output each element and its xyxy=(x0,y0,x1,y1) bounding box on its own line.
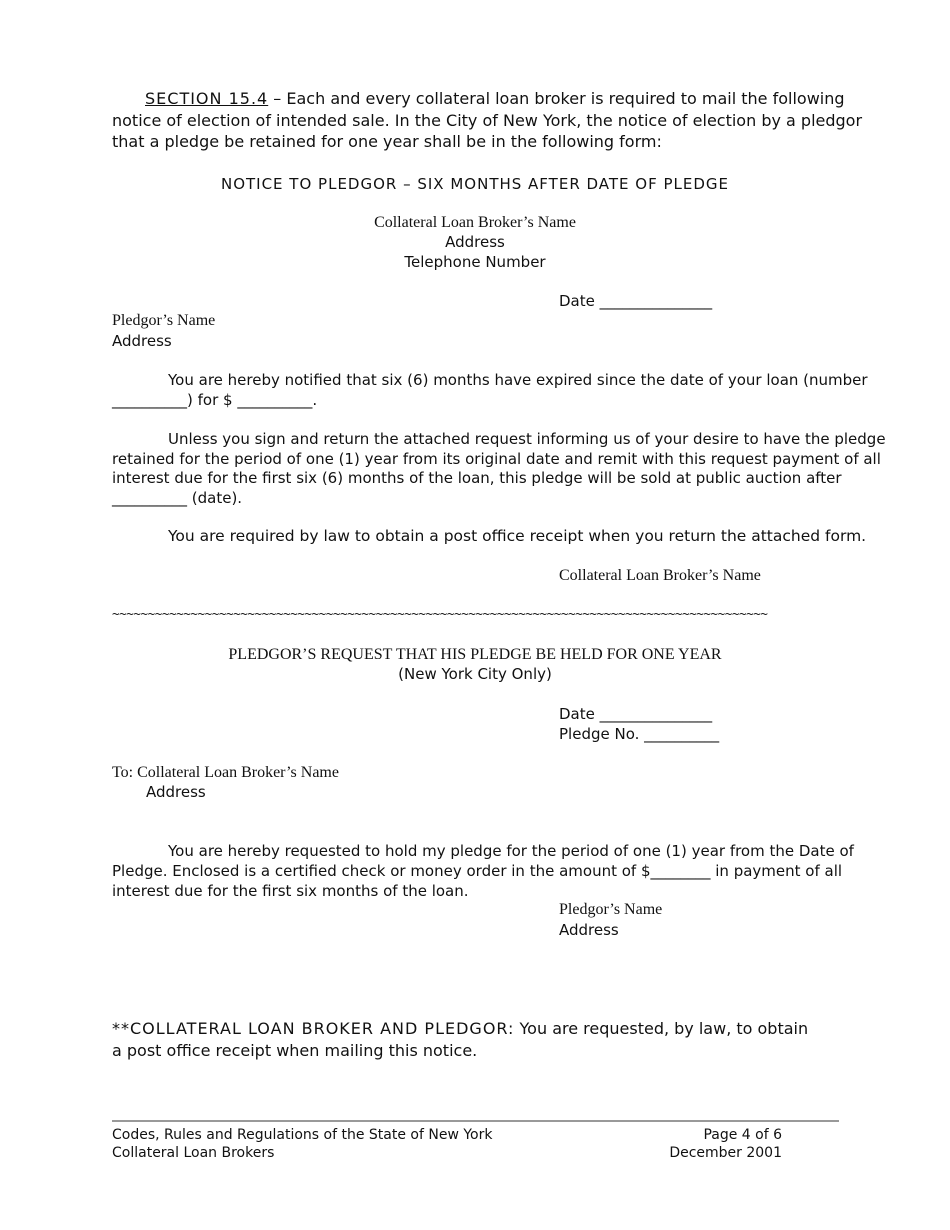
notice-broker-name: Collateral Loan Broker’s Name xyxy=(374,214,576,231)
note-label: **COLLATERAL LOAN BROKER AND PLEDGOR: xyxy=(112,1019,515,1038)
notice-paragraph-2-line-4: __________ (date). xyxy=(112,489,243,507)
note-text-1: You are requested, by law, to obtain xyxy=(514,1019,809,1038)
request-paragraph-line-2: Pledge. Enclosed is a certified check or money order in the amount of $________ in payment of all xyxy=(112,862,843,880)
request-pledgor-name: Pledgor’s Name xyxy=(559,901,663,918)
notice-heading: NOTICE TO PLEDGOR – SIX MONTHS AFTER DATE OF PLEDGE xyxy=(220,175,730,193)
request-to-address: Address xyxy=(146,783,206,801)
footer-rule xyxy=(112,1120,839,1122)
notice-pledgor-address: Address xyxy=(112,332,172,350)
section-intro-line-2: notice of election of intended sale. In the City of New York, the notice of election by a pledgor xyxy=(112,111,863,130)
request-heading: PLEDGOR’S REQUEST THAT HIS PLEDGE BE HELD FOR ONE YEAR xyxy=(228,646,722,663)
notice-telephone: Telephone Number xyxy=(404,253,546,271)
notice-broker-address: Address xyxy=(445,233,505,251)
notice-paragraph-2-line-3: interest due for the first six (6) months of the loan, this pledge will be sold at public auction after xyxy=(112,469,842,487)
section-intro-line-1 xyxy=(145,89,845,108)
request-paragraph-line-1: You are hereby requested to hold my pledge for the period of one (1) year from the Date of xyxy=(168,842,854,860)
request-pledge-number-field: Pledge No. __________ xyxy=(559,725,720,743)
section-intro-text-1: – Each and every collateral loan broker is required to mail the following xyxy=(268,89,845,108)
notice-paragraph-1-line-1: You are hereby notified that six (6) months have expired since the date of your loan (number xyxy=(168,371,868,389)
note-line-1 xyxy=(112,1019,808,1038)
request-date-field: Date _______________ xyxy=(559,705,713,723)
section-intro-line-3: that a pledge be retained for one year shall be in the following form: xyxy=(112,132,662,151)
section-label: SECTION 15.4 xyxy=(145,89,269,108)
request-subheading: (New York City Only) xyxy=(398,665,552,683)
notice-paragraph-2-line-1: Unless you sign and return the attached request informing us of your desire to have the pledge xyxy=(168,430,886,448)
request-paragraph-line-3: interest due for the first six months of the loan. xyxy=(112,882,469,900)
note-line-2: a post office receipt when mailing this notice. xyxy=(112,1041,478,1060)
footer-page-number: Page 4 of 6 xyxy=(703,1127,782,1143)
footer-date: December 2001 xyxy=(669,1145,782,1161)
request-to-line: To: Collateral Loan Broker’s Name xyxy=(112,764,339,781)
notice-paragraph-3: You are required by law to obtain a post office receipt when you return the attached form. xyxy=(168,527,867,545)
notice-paragraph-2-line-2: retained for the period of one (1) year from its original date and remit with this request payment of all xyxy=(112,450,881,468)
request-pledgor-address: Address xyxy=(559,921,619,939)
tilde-separator: ~~~~~~~~~~~~~~~~~~~~~~~~~~~~~~~~~~~~~~~~~~~~~~~~~~~~~~~~~~~~~~~~~~~~~~~~~~~~~~~~~~~~~~~~~~~~ xyxy=(112,606,768,621)
footer-left-line-2: Collateral Loan Brokers xyxy=(112,1145,275,1161)
footer-left-line-1: Codes, Rules and Regulations of the State of New York xyxy=(112,1127,493,1143)
notice-pledgor-name: Pledgor’s Name xyxy=(112,312,216,329)
notice-paragraph-1-line-2: __________) for $ __________. xyxy=(112,391,318,409)
notice-signature: Collateral Loan Broker’s Name xyxy=(559,567,761,584)
notice-date-field: Date _______________ xyxy=(559,292,713,310)
